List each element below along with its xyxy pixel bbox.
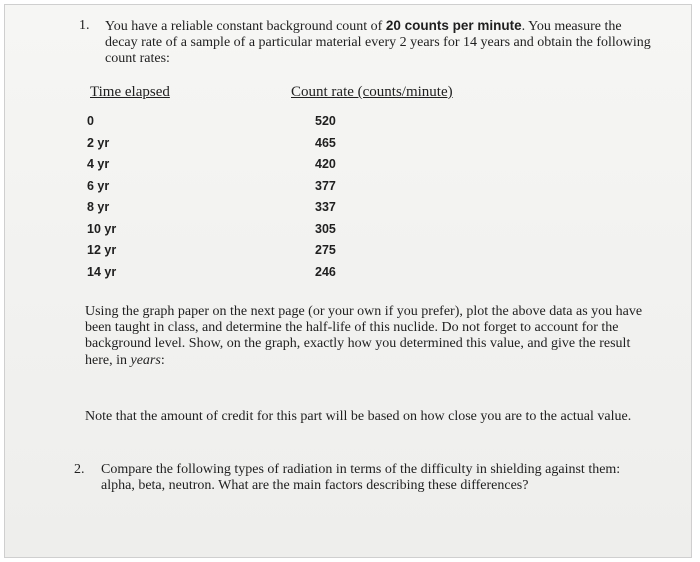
document-page [4, 4, 692, 558]
time-cell: 2 yr [87, 135, 110, 150]
instructions-colon: : [160, 352, 165, 368]
time-column [87, 111, 116, 283]
time-cell: 14 yr [87, 264, 117, 279]
question-1-text-part2: . You measure the decay rate of a sample of a particular material every 2 years for 14 years and obtain the following count rates: [105, 19, 651, 66]
credit-note: Note that the amount of credit for this part will be based on how close you are to the actual value. [85, 409, 632, 424]
question-1-text [105, 18, 655, 67]
count-cell: 520 [315, 114, 336, 128]
question-2-number: 2. [74, 462, 85, 477]
time-cell: 4 yr [87, 157, 110, 171]
count-cell: 275 [315, 243, 336, 257]
question-2-text: Compare the following types of radiation in terms of the difficulty in shielding against them: alpha, beta, neutron. What are the main factors describing these differences? [101, 462, 621, 494]
background-count-value: 20 counts per minute [385, 18, 522, 33]
count-cell: 246 [315, 264, 336, 279]
count-cell: 377 [315, 178, 336, 193]
count-cell: 465 [315, 135, 336, 150]
time-cell: 6 yr [87, 178, 110, 193]
question-1-number: 1. [79, 18, 90, 33]
count-cell: 420 [315, 157, 336, 171]
table-header-count: Count rate (counts/minute) [291, 84, 453, 100]
question-1-text-part1: You have a reliable constant background count of [105, 19, 386, 34]
instructions-unit: years [130, 352, 161, 368]
table-header-time: Time elapsed [90, 84, 170, 100]
time-cell: 12 yr [87, 243, 117, 257]
count-cell: 305 [315, 221, 336, 236]
count-cell: 337 [315, 200, 336, 214]
time-cell: 10 yr [87, 221, 117, 236]
time-cell: 8 yr [87, 200, 110, 214]
instructions-text: Using the graph paper on the next page (or your own if you prefer), plot the above data as you have been taught in class, and determine the half-life of this nuclide. Do not forget to account for the background level. Show, on the graph, exactly how you determined this value, and give the result here, in [85, 304, 643, 368]
instructions-paragraph [85, 304, 645, 369]
count-column [315, 111, 336, 283]
time-cell: 0 [87, 114, 94, 128]
